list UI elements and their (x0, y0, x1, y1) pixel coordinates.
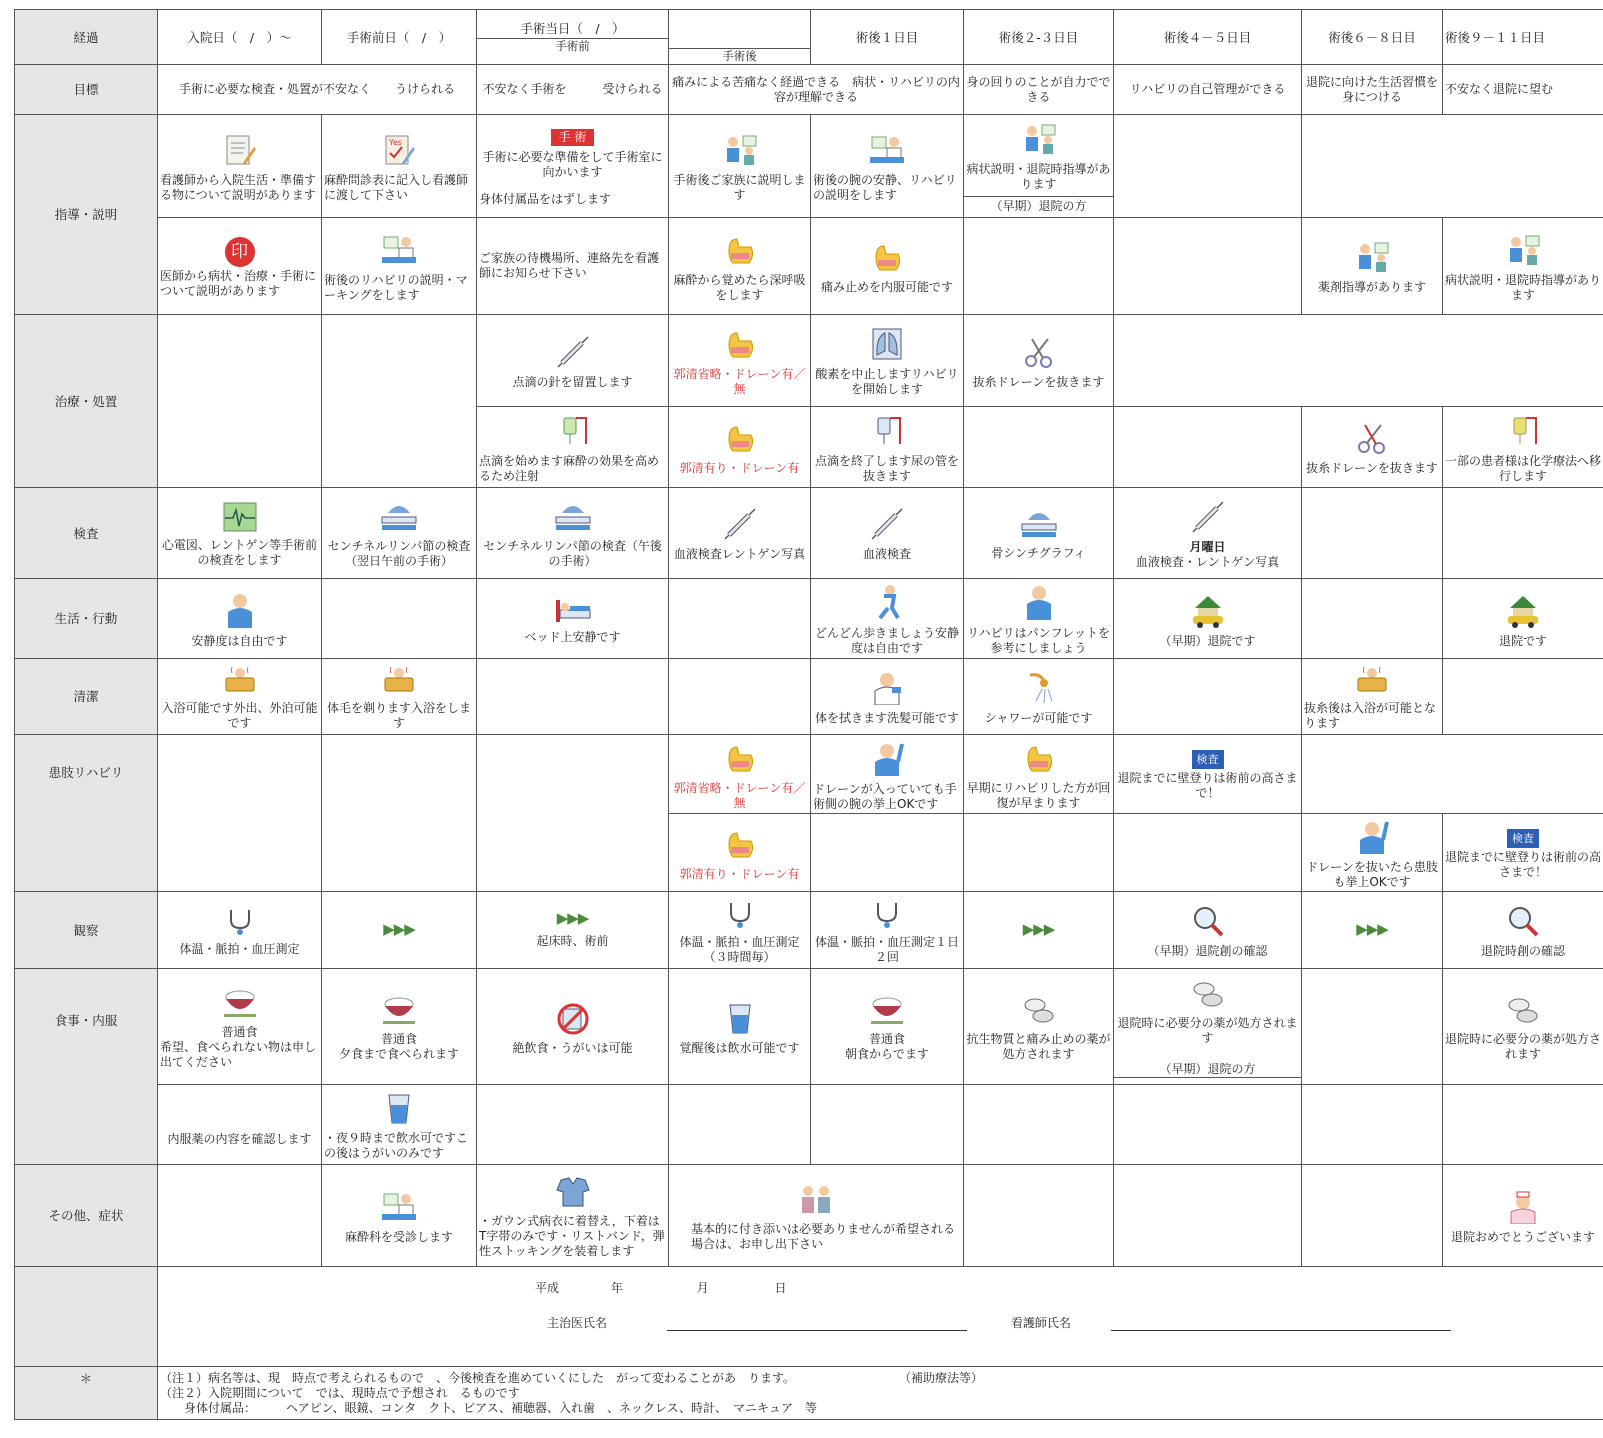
rehab-c1 (158, 735, 322, 892)
guide-a3: 手 術 手術に必要な準備をして手術室に向かいます 身体付属品をはずします (477, 115, 669, 218)
life-c5: どんどん歩きましょう安静度は自由です (811, 579, 964, 659)
nurse-name-label: 看護師氏名 (1010, 1316, 1071, 1330)
meal-b6 (964, 1085, 1114, 1165)
guide-a4: 手術後ご家族に説明します (669, 115, 811, 218)
rehab-a6: 早期にリハビリした方が回復が早まります (964, 735, 1114, 814)
life-c3: ベッド上安静です (477, 579, 669, 659)
guide-a5: 術後の腕の安静、リハビリの説明をします (811, 115, 964, 218)
rehab-b7 (1114, 814, 1302, 892)
caution-hand-icon (723, 741, 757, 775)
treat-a3: 点滴の針を留置します (477, 315, 669, 407)
col-header-post-op (669, 10, 811, 65)
row-label-signature (15, 1267, 158, 1367)
doctor-explanation-icon (1020, 122, 1058, 156)
treat-a6: 抜糸ドレーンを抜きます (964, 315, 1114, 407)
guide-b1: 印 医師から病状・治療・手術について説明があります (158, 218, 322, 315)
family-icon (797, 1182, 835, 1216)
life-row (15, 579, 1603, 659)
scanner-icon (1020, 508, 1058, 540)
syringe-icon (870, 507, 904, 541)
syringe-icon (723, 507, 757, 541)
observe-c5: 体温・脈拍・血圧測定１日２回 (811, 892, 964, 969)
continue-arrows-icon: ▶▶▶ (1022, 920, 1055, 938)
doctor-explanation-icon (1504, 233, 1542, 267)
row-label-meal: 食事・内服 (15, 969, 158, 1165)
syringe-icon (1191, 500, 1225, 534)
treat-c1 (158, 315, 322, 488)
meal-a8 (1302, 969, 1443, 1085)
observe-c7: （早期）退院創の確認 (1114, 892, 1302, 969)
meal-b5 (811, 1085, 964, 1165)
exam-c4: 血液検査レントゲン写真 (669, 488, 811, 579)
family-explanation-icon (721, 133, 759, 167)
continue-arrows-icon: ▶▶▶ (1356, 920, 1388, 938)
clinical-pathway-sheet (14, 9, 1603, 1429)
col-header-op-day: 手術当日（ / ） 手術前 (477, 10, 669, 65)
syringe-icon (556, 335, 590, 369)
check-badge-icon: 検査 (1192, 750, 1224, 769)
day-label: 日 (774, 1281, 787, 1295)
guide-b7 (1114, 218, 1302, 315)
doctor-name-label: 主治医氏名 (547, 1316, 608, 1330)
meal-b1: 内服薬の内容を確認します (158, 1085, 322, 1165)
signature-area (158, 1267, 1603, 1367)
note-1: （注１）病名等は、現 時点で考えられるもので 、今後検査を進めていくにした がって変わることがあ ります。 （補助療法等） (160, 1371, 984, 1385)
pills-icon (1506, 994, 1540, 1026)
iv-drip-icon (556, 414, 590, 448)
exam-c5: 血液検査 (811, 488, 964, 579)
caution-hand-icon (723, 827, 757, 861)
iv-drip-icon (1506, 414, 1540, 448)
guide-a1: 看護師から入院生活・準備する物について説明があります (158, 115, 322, 218)
signature-line (547, 1316, 1601, 1331)
signature-row (15, 1267, 1603, 1367)
guide-b4: 麻酔から覚めたら深呼吸をします (669, 218, 811, 315)
iv-drip-icon (870, 414, 904, 448)
meal-a7: 退院時に必要分の薬が処方されます （早期）退院の方 (1114, 969, 1302, 1085)
date-line (535, 1281, 1601, 1296)
stethoscope-icon (872, 899, 902, 929)
rehab-b6 (964, 814, 1114, 892)
caution-hand-icon (870, 240, 904, 274)
year-label: 年 (610, 1281, 623, 1295)
arm-raise-icon (870, 740, 904, 776)
goal-pod4-5: リハビリの自己管理ができる (1114, 65, 1302, 115)
doctor-name-field[interactable] (667, 1330, 967, 1331)
magnifier-icon (1506, 904, 1540, 938)
nurse-icon (1506, 1190, 1540, 1224)
rehab-c3 (477, 735, 669, 892)
scissors-icon (1355, 421, 1389, 455)
col-header-pod6-8: 術後６－８日目 (1302, 10, 1443, 65)
row-label-notes: ＊ (15, 1367, 158, 1420)
observe-c4: 体温・脈拍・血圧測定（３時間毎） (669, 892, 811, 969)
clinical-pathway-table (14, 9, 1603, 1420)
exam-c3: センチネルリンパ節の検査（午後の手術） (477, 488, 669, 579)
notes-row (15, 1367, 1603, 1420)
caution-hand-icon (723, 327, 757, 361)
goal-pod6-8: 退院に向けた生活習慣を身につける (1302, 65, 1443, 115)
continue-arrows-icon: ▶▶▶ (556, 909, 589, 927)
col-header-pod9-11: 術後９－１１日目 (1443, 10, 1603, 65)
wipe-body-icon (870, 671, 904, 705)
checklist-icon (382, 133, 416, 167)
other-c45: 基本的に付き添いは必要ありませんが希望される場合は、お申し出下さい (669, 1165, 964, 1267)
house-car-icon (1189, 592, 1227, 628)
observe-c9: 退院時創の確認 (1443, 892, 1603, 969)
clean-c3 (477, 659, 669, 735)
col-header-pre-op: 手術前日（ / ） (322, 10, 477, 65)
goal-op-day: 不安なく手術を 受けられる (477, 65, 669, 115)
rehab-a4: 郭清省略・ドレーン有／無 (669, 735, 811, 814)
treat-b7 (1114, 407, 1302, 488)
observe-c2 (322, 892, 477, 969)
month-label: 月 (696, 1281, 709, 1295)
guide-row-a (15, 115, 1603, 218)
treat-b3: 点滴を始めます麻酔の効果を高めるため注射 (477, 407, 669, 488)
no-food-icon (555, 1001, 591, 1035)
ecg-icon (223, 502, 257, 532)
row-label-other: その他、症状 (15, 1165, 158, 1267)
other-c6 (964, 1165, 1114, 1267)
clean-c1: 入浴可能です外出、外泊可能です (158, 659, 322, 735)
magnifier-icon (1191, 904, 1225, 938)
house-car-icon (1504, 592, 1542, 628)
life-c6: リハビリはパンフレットを参考にしましょう (964, 579, 1114, 659)
clean-c2: 体毛を剃ります入浴をします (322, 659, 477, 735)
observe-row (15, 892, 1603, 969)
lungs-xray-icon (870, 327, 904, 361)
rehab-a7: 検査 退院までに壁登りは術前の高さまで！ (1114, 735, 1302, 814)
row-label-exam: 検査 (15, 488, 158, 579)
arm-raise-icon (1355, 818, 1389, 854)
meal-b8 (1302, 1085, 1443, 1165)
meal-b3 (477, 1085, 669, 1165)
scanner-icon (554, 501, 592, 533)
other-c8 (1302, 1165, 1443, 1267)
sub-before: 手術前 (477, 38, 669, 54)
goal-pod2-3: 身の回りのことが自力でできる (964, 65, 1114, 115)
stethoscope-icon (225, 906, 255, 936)
bath-icon (382, 665, 416, 695)
treat-b5: 点滴を終了します尿の管を抜きます (811, 407, 964, 488)
guide-b3: ご家族の待機場所、連絡先を看護師にお知らせ下さい (477, 218, 669, 315)
notes-area (158, 1367, 1603, 1420)
exam-c2: センチネルリンパ節の検査（翌日午前の手術） (322, 488, 477, 579)
bath-icon (1355, 665, 1389, 695)
pills-icon (1191, 978, 1225, 1010)
patient-icon (223, 592, 257, 628)
other-c1 (158, 1165, 322, 1267)
row-label-observe: 観察 (15, 892, 158, 969)
meal-row-a (15, 969, 1603, 1085)
doctor-board-icon (380, 1190, 418, 1224)
clean-c7 (1114, 659, 1302, 735)
guide-b6 (964, 218, 1114, 315)
rice-bowl-icon (869, 994, 905, 1026)
meal-a4: 覚醒後は飲水可能です (669, 969, 811, 1085)
continue-arrows-icon: ▶▶▶ (383, 920, 415, 938)
row-label-goal: 目標 (15, 65, 158, 115)
bath-icon (223, 665, 257, 695)
clean-row (15, 659, 1603, 735)
meal-b9 (1443, 1085, 1603, 1165)
guide-a7 (1114, 115, 1302, 218)
clean-c4 (669, 659, 811, 735)
treat-b9: 一部の患者様は化学療法へ移行します (1443, 407, 1603, 488)
scanner-icon (380, 501, 418, 533)
other-c3: ・ガウン式病衣に着替え，下着はT字帯のみです・リストバンド，弾性ストッキングを装着します (477, 1165, 669, 1267)
row-label-guide: 指導・説明 (15, 115, 158, 315)
rehab-c2 (322, 735, 477, 892)
observe-c8 (1302, 892, 1443, 969)
treat-b4: 郭清有り・ドレーン有 (669, 407, 811, 488)
life-c8 (1302, 579, 1443, 659)
point-hand-icon (1022, 741, 1056, 775)
doctor-board-icon (868, 133, 906, 167)
col-header-pod1: 術後１日目 (811, 10, 964, 65)
pharmacist-icon (1353, 240, 1391, 274)
life-c9: 退院です (1443, 579, 1603, 659)
treat-b6 (964, 407, 1114, 488)
document-pencil-icon (223, 133, 257, 167)
check-badge-icon: 検査 (1507, 829, 1539, 848)
meal-a6: 抗生物質と痛み止めの薬が処方されます (964, 969, 1114, 1085)
row-label-treat: 治療・処置 (15, 315, 158, 488)
goal-admission: 手術に必要な検査・処置が不安なく うけられる (158, 65, 477, 115)
note-3: 身体付属品： ヘアピン、眼鏡、コンタ クト、ピアス、補聴器、入れ歯 、ネックレス、時計、 マニキュア 等 (160, 1401, 818, 1415)
meal-a2: 普通食 夕食まで食べられます (322, 969, 477, 1085)
patient-icon (1022, 584, 1056, 620)
rehab-b8: ドレーンを抜いたら患肢も挙上OKです (1302, 814, 1443, 892)
shower-icon (1022, 671, 1056, 705)
treat-a4: 郭清省略・ドレーン有／無 (669, 315, 811, 407)
nurse-name-field[interactable] (1111, 1330, 1451, 1331)
rice-bowl-icon (381, 994, 417, 1026)
meal-b4 (669, 1085, 811, 1165)
surgery-badge-icon: 手 術 (551, 129, 595, 146)
clean-c8: 抜糸後は入浴が可能となります (1302, 659, 1443, 735)
exam-c9 (1443, 488, 1603, 579)
observe-c3: ▶▶▶ 起床時、術前 (477, 892, 669, 969)
rehab-b5 (811, 814, 964, 892)
col-header-admission: 入院日（ / ）～ (158, 10, 322, 65)
treat-b8: 抜糸ドレーンを抜きます (1302, 407, 1443, 488)
rehab-b9: 検査 退院までに壁登りは術前の高さまで！ (1443, 814, 1603, 892)
rehab-row-a (15, 735, 1603, 814)
rice-bowl-icon (222, 987, 258, 1019)
observe-c6 (964, 892, 1114, 969)
meal-a1: 普通食 希望、食べられない物は申し出てください (158, 969, 322, 1085)
guide-b8: 薬剤指導があります (1302, 218, 1443, 315)
walking-icon (870, 584, 904, 620)
guide-b5: 痛み止めを内服可能です (811, 218, 964, 315)
note-2: （注２）入院期間について では、現時点で予想され るものです (160, 1386, 520, 1400)
guide-b2: 術後のリハビリの説明・マーキングをします (322, 218, 477, 315)
meal-a5: 普通食 朝食からでます (811, 969, 964, 1085)
meal-a3: 絶飲食・うがいは可能 (477, 969, 669, 1085)
other-c9: 退院おめでとうございます (1443, 1165, 1603, 1267)
life-c2 (322, 579, 477, 659)
rehab-a8 (1302, 735, 1603, 814)
guide-a8 (1302, 115, 1603, 218)
scissors-icon (1022, 335, 1056, 369)
col-header-pod4-5: 術後４－５日目 (1114, 10, 1302, 65)
row-label-rehab: 患肢リハビリ (15, 735, 158, 892)
life-c4 (669, 579, 811, 659)
observe-c1: 体温・脈拍・血圧測定 (158, 892, 322, 969)
guide-a6: 病状説明・退院時指導があります （早期）退院の方 (964, 115, 1114, 218)
other-row (15, 1165, 1603, 1267)
era-label: 平成 (535, 1281, 560, 1295)
point-hand-icon (723, 233, 757, 267)
exam-row (15, 488, 1603, 579)
other-c7 (1114, 1165, 1302, 1267)
other-c2: 麻酔科を受診します (322, 1165, 477, 1267)
svg-text:Yes: Yes (389, 137, 402, 147)
sub-after: 手術後 (669, 48, 811, 64)
exam-c7: 月曜日 血液検査・レントゲン写真 (1114, 488, 1302, 579)
goal-pod9-11: 不安なく退院に望む (1443, 65, 1603, 115)
header-row (15, 10, 1603, 65)
rehab-a5: ドレーンが入っていても手術側の腕の挙上OKです (811, 735, 964, 814)
guide-row-b (15, 218, 1603, 315)
clean-c6: シャワーが可能です (964, 659, 1114, 735)
treat-c2 (322, 315, 477, 488)
life-c1: 安静度は自由です (158, 579, 322, 659)
meal-row-b (15, 1085, 1603, 1165)
clean-c9 (1443, 659, 1603, 735)
row-label-clean: 清潔 (15, 659, 158, 735)
seal-icon: 印 (225, 237, 255, 267)
water-cup-icon (384, 1091, 414, 1125)
exam-c6: 骨シンチグラフィ (964, 488, 1114, 579)
treat-a5: 酸素を中止しますリハビリを開始します (811, 315, 964, 407)
clean-c5: 体を拭きます洗髪可能です (811, 659, 964, 735)
row-label-life: 生活・行動 (15, 579, 158, 659)
life-c7: （早期）退院です (1114, 579, 1302, 659)
doctor-board-icon (380, 233, 418, 267)
rehab-b4: 郭清有り・ドレーン有 (669, 814, 811, 892)
col-header-progress: 経過 (15, 10, 158, 65)
bed-icon (554, 596, 592, 624)
col-header-pod2-3: 術後２-３日目 (964, 10, 1114, 65)
stethoscope-icon (725, 899, 755, 929)
treat-row-a (15, 315, 1603, 407)
gown-icon (555, 1176, 591, 1208)
meal-b7 (1114, 1085, 1302, 1165)
caution-hand-icon (723, 421, 757, 455)
water-cup-icon (725, 1001, 755, 1035)
pills-icon (1022, 994, 1056, 1026)
goal-post-op: 痛みによる苦痛なく経過できる 病状・リハビリの内容が理解できる (669, 65, 964, 115)
treat-a7 (1114, 315, 1603, 407)
meal-b2: ・夜９時まで飲水可ですこの後はうがいのみです (322, 1085, 477, 1165)
exam-c1: 心電図、レントゲン等手術前の検査をします (158, 488, 322, 579)
guide-b9: 病状説明・退院時指導があります (1443, 218, 1603, 315)
exam-c8 (1302, 488, 1443, 579)
guide-a2: Yes 麻酔問診表に記入し看護師に渡して下さい (322, 115, 477, 218)
goal-row (15, 65, 1603, 115)
meal-a9: 退院時に必要分の薬が処方されます (1443, 969, 1603, 1085)
